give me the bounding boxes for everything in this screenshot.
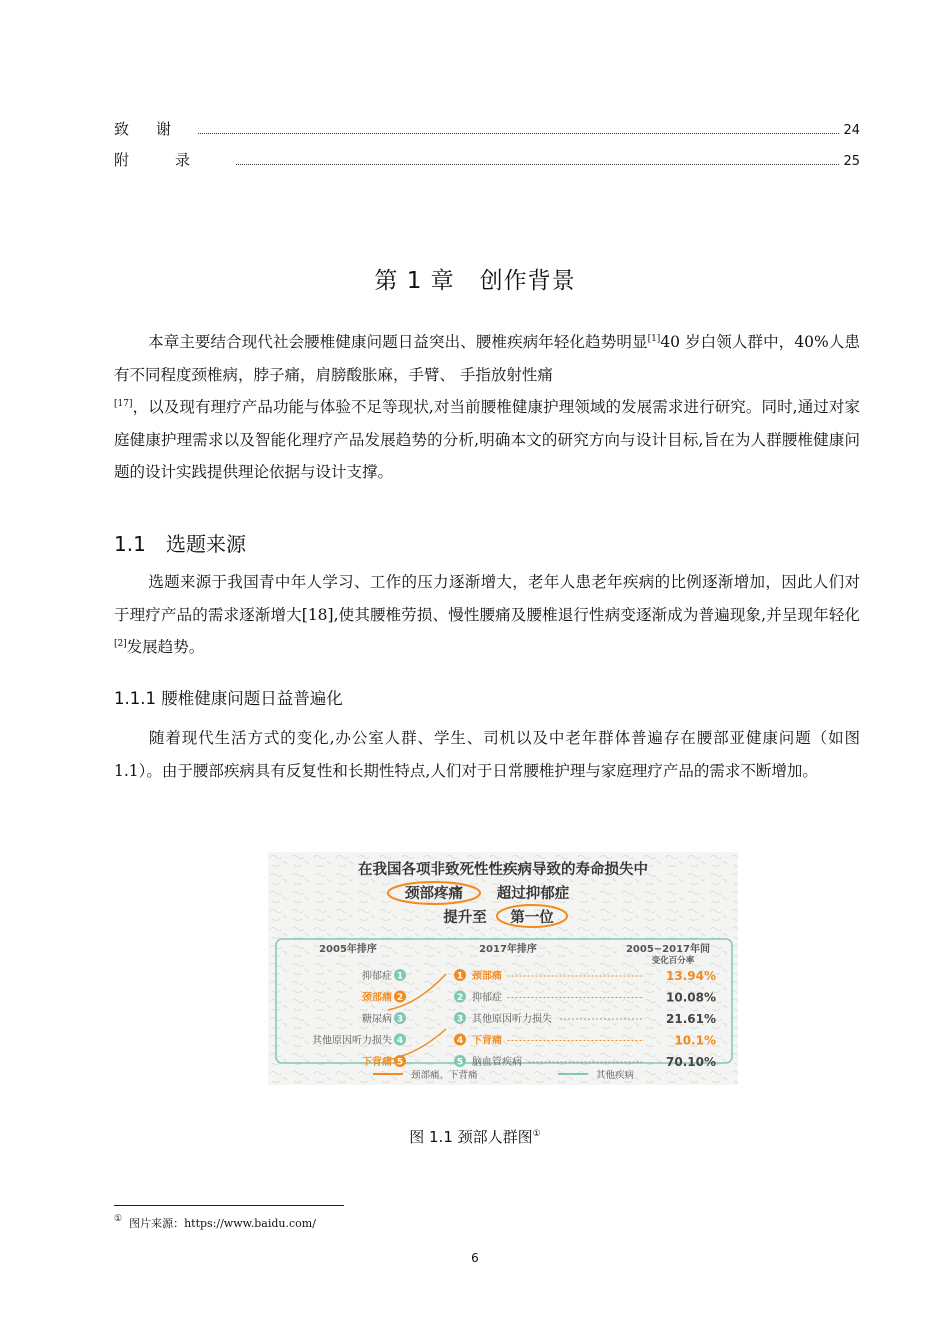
rank-2017-number: 4 — [456, 1036, 464, 1046]
section-title: 选题来源 — [166, 532, 246, 556]
section-1-1-1-paragraph — [114, 722, 860, 787]
figure-caption — [0, 1126, 950, 1147]
infographic-headline-2b: 超过抑郁症 — [496, 886, 570, 902]
rank-2005-name: 下背痛 — [362, 1057, 392, 1068]
rank-2005-number: 3 — [396, 1014, 404, 1025]
rank-2017-name: 脑血管疾病 — [472, 1057, 522, 1068]
toc-row-acknowledgement[interactable] — [114, 118, 860, 149]
section-1-1-text-b: 发展趋势。 — [126, 638, 205, 656]
column-header-change: 2005−2017年间 — [625, 944, 711, 955]
rank-change-percent: 21.61% — [666, 1012, 716, 1026]
rank-2005-name: 其他原因听力损失 — [312, 1035, 392, 1047]
rank-2005-name: 糖尿病 — [362, 1014, 392, 1025]
rank-2005-number: 4 — [396, 1036, 404, 1046]
section-number: 1.1 — [114, 532, 146, 556]
legend-label-2: 其他疾病 — [596, 1070, 635, 1081]
section-1-1-text-a: 选题来源于我国青中年人学习、工作的压力逐渐增大，老年人患老年疾病的比例逐渐增加，因此人们对于理疗产品的需求逐渐增大[18],使其腰椎劳损、慢性腰痛及腰椎退行性病变逐渐成为普遍现象,并呈现年轻化 — [114, 573, 860, 624]
toc-leader-dots — [198, 132, 839, 134]
infographic-headline-3b: 第一位 — [510, 910, 554, 926]
intro-paragraph — [114, 326, 860, 489]
column-header-2017: 2017年排序 — [479, 944, 537, 955]
footnote-reference[interactable]: ① — [532, 1129, 541, 1139]
citation[interactable]: [2] — [114, 639, 127, 649]
column-header-2005: 2005年排序 — [319, 944, 377, 955]
rank-2017-name: 其他原因听力损失 — [472, 1014, 552, 1025]
rank-2017-name: 下背痛 — [472, 1035, 502, 1047]
section-1-1-paragraph — [114, 566, 860, 664]
footnote-divider — [114, 1205, 344, 1206]
rank-2017-name: 颈部痛 — [472, 971, 502, 982]
rank-change-percent: 10.08% — [666, 990, 716, 1005]
toc-label: 附录 — [114, 151, 237, 169]
column-header-change-sub: 变化百分率 — [651, 956, 695, 966]
page-number: 6 — [471, 1251, 479, 1265]
rank-2017-number: 5 — [456, 1057, 464, 1068]
infographic-headline-1: 在我国各项非致死性性疾病导致的寿命损失中 — [358, 862, 648, 878]
rank-2005-name: 抑郁症 — [362, 971, 392, 982]
legend-label-1: 颈部痛、下背痛 — [411, 1070, 478, 1081]
footnote — [114, 1215, 316, 1231]
toc-label: 致谢 — [114, 120, 199, 138]
section-heading-1-1 — [114, 528, 246, 557]
rank-2017-number: 1 — [456, 971, 464, 982]
toc-page-number: 25 — [843, 154, 860, 169]
intro-text-a: 本章主要结合现代社会腰椎健康问题日益突出、腰椎疾病年轻化趋势明显 — [148, 333, 648, 351]
citation[interactable]: [17] — [114, 399, 133, 409]
rank-change-percent: 10.1% — [674, 1033, 716, 1048]
section-1-1-1-text: 随着现代生活方式的变化,办公室人群、学生、司机以及中老年群体普遍存在腰部亚健康问题（如图 1.1）。由于腰部疾病具有反复性和长期性特点,人们对于日常腰椎护理与家庭理疗产品的需求不断增加。 — [114, 729, 860, 780]
figure-caption-text: 图 1.1 颈部人群图 — [409, 1128, 533, 1146]
toc-page-number: 24 — [843, 123, 860, 138]
intro-text-b: 40 岁白领人群中，40%人患有不同程度颈椎病，脖子痛，肩膀酸胀麻，手臂、 手指放射性痛 — [114, 333, 860, 384]
infographic-headline-2a: 颈部疼痛 — [405, 886, 463, 902]
citation[interactable]: [1] — [647, 334, 661, 344]
rank-2005-name: 颈部痛 — [362, 992, 392, 1004]
rank-2005-number: 2 — [396, 993, 404, 1003]
rank-change-percent: 70.10% — [666, 1055, 716, 1069]
toc — [114, 118, 860, 180]
footnote-text: 图片来源：https://www.baidu.com/ — [129, 1217, 316, 1230]
toc-leader-dots — [236, 163, 839, 165]
infographic-svg — [268, 852, 738, 1085]
chapter-title: 第 1 章 创作背景 — [374, 268, 576, 294]
neck-pain-infographic — [268, 852, 738, 1085]
intro-text-c: ，以及现有理疗产品功能与体验不足等现状,对当前腰椎健康护理领域的发展需求进行研究。同时,通过对家庭健康护理需求以及智能化理疗产品发展趋势的分析,明确本文的研究方向与设计目标,旨在为人群腰椎健康问题的设计实践提供理论依据与设计支撑。 — [114, 398, 860, 481]
footnote-mark: ① — [114, 1214, 123, 1224]
rank-2017-number: 2 — [456, 993, 464, 1003]
rank-2005-number: 5 — [396, 1057, 404, 1068]
rank-2017-number: 3 — [456, 1014, 464, 1025]
rank-change-percent: 13.94% — [666, 969, 716, 983]
infographic-headline-3a: 提升至 — [443, 910, 487, 926]
rank-2005-number: 1 — [396, 971, 404, 982]
rank-2017-name: 抑郁症 — [472, 992, 502, 1004]
section-heading-1-1-1: 1.1.1 腰椎健康问题日益普遍化 — [114, 689, 343, 708]
toc-row-appendix[interactable] — [114, 149, 860, 180]
